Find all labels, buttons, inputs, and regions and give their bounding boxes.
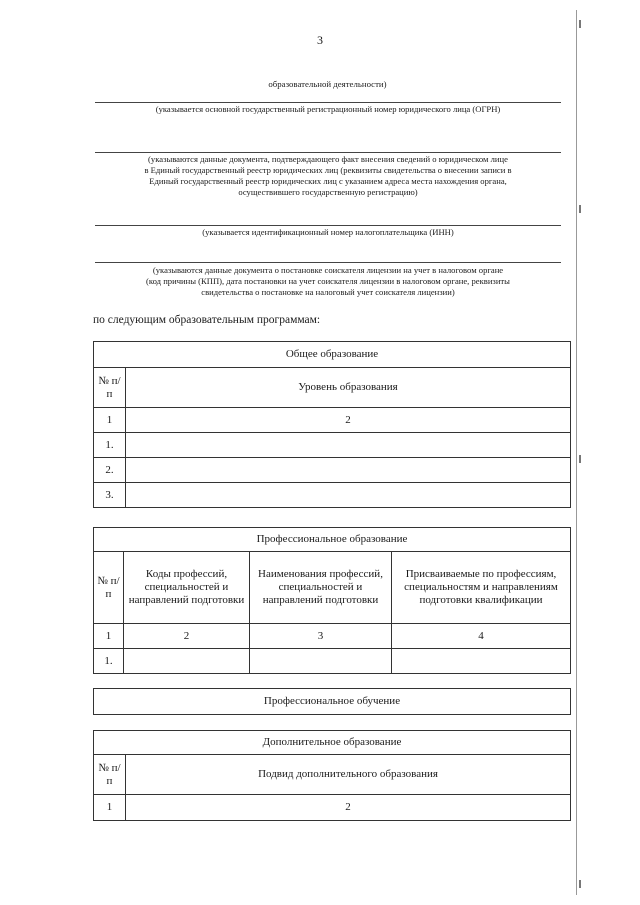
- page-number: 3: [317, 33, 323, 47]
- note-egrul-line: осуществившего государственную регистрацию): [238, 187, 418, 197]
- note-ogrn: (указывается основной государственный регистрационный номер юридического лица (ОГРН): [155, 104, 501, 114]
- table-row: [94, 649, 571, 674]
- general-education-title: Общее образование: [94, 342, 571, 368]
- col-header-level: Уровень образования: [126, 368, 571, 408]
- professional-education-title: Профессиональное образование: [94, 528, 571, 552]
- underline-ogrn: [95, 102, 561, 103]
- index-cell: 1: [94, 795, 126, 821]
- scan-edge-line: [576, 10, 577, 895]
- table-row: [94, 483, 571, 508]
- row-number: 3.: [94, 483, 126, 508]
- professional-education-table: [93, 527, 571, 674]
- additional-education-table: [93, 730, 571, 821]
- programs-intro: по следующим образовательным программам:: [93, 314, 321, 326]
- row-number: 1.: [94, 433, 126, 458]
- codes-cell: [124, 649, 250, 674]
- index-cell: 1: [94, 624, 124, 649]
- professional-training-table: [93, 688, 571, 715]
- names-cell: [250, 649, 392, 674]
- level-cell: [126, 458, 571, 483]
- index-cell: 2: [126, 795, 571, 821]
- note-egrul-line: Единый государственный реестр юридических лиц с указанием адреса места нахождения органа,: [149, 176, 507, 186]
- note-kpp: [95, 265, 561, 298]
- col-header-subtype: Подвид дополнительного образования: [126, 755, 571, 795]
- scan-mark: [579, 205, 581, 213]
- col-header-num: № п/п: [94, 552, 124, 624]
- table-row: [94, 458, 571, 483]
- index-cell: 2: [124, 624, 250, 649]
- col-header-qualification: Присваиваемые по профессиям, специальностям и направлениям подготовки квалификации: [392, 552, 571, 624]
- level-cell: [126, 483, 571, 508]
- note-egrul-line: в Единый государственный реестр юридических лиц (реквизиты свидетельства о внесении записи в: [144, 165, 512, 175]
- underline-inn: [95, 225, 561, 226]
- scan-mark: [579, 20, 581, 28]
- col-header-num: № п/п: [94, 755, 126, 795]
- note-egrul: [95, 154, 561, 198]
- row-number: 1.: [94, 649, 124, 674]
- index-cell: 3: [250, 624, 392, 649]
- general-education-table: [93, 341, 571, 508]
- professional-training-title: Профессиональное обучение: [94, 689, 571, 715]
- col-header-codes: Коды профессий, специальностей и направлений подготовки: [124, 552, 250, 624]
- additional-education-title: Дополнительное образование: [94, 731, 571, 755]
- table-row: [94, 433, 571, 458]
- index-cell: 4: [392, 624, 571, 649]
- level-cell: [126, 433, 571, 458]
- scan-mark: [579, 455, 581, 463]
- note-kpp-line: (код причины (КПП), дата постановки на учет соискателя лицензии в налоговом органе, реквизиты: [146, 276, 510, 286]
- index-cell: 1: [94, 408, 126, 433]
- note-kpp-line: свидетельства о постановке на налоговый учет соискателя лицензии): [201, 287, 455, 297]
- header-fragment: образовательной деятельности): [268, 79, 387, 89]
- underline-kpp: [95, 262, 561, 263]
- index-cell: 2: [126, 408, 571, 433]
- qualification-cell: [392, 649, 571, 674]
- row-number: 2.: [94, 458, 126, 483]
- underline-egrul: [95, 152, 561, 153]
- col-header-names: Наименования профессий, специальностей и направлений подготовки: [250, 552, 392, 624]
- note-egrul-line: (указываются данные документа, подтверждающего факт внесения сведений о юридическом лице: [148, 154, 508, 164]
- scan-mark: [579, 880, 581, 888]
- note-inn: (указывается идентификационный номер налогоплательщика (ИНН): [202, 227, 454, 237]
- col-header-num: № п/п: [94, 368, 126, 408]
- note-kpp-line: (указываются данные документа о постановке соискателя лицензии на учет в налоговом органе: [152, 265, 504, 275]
